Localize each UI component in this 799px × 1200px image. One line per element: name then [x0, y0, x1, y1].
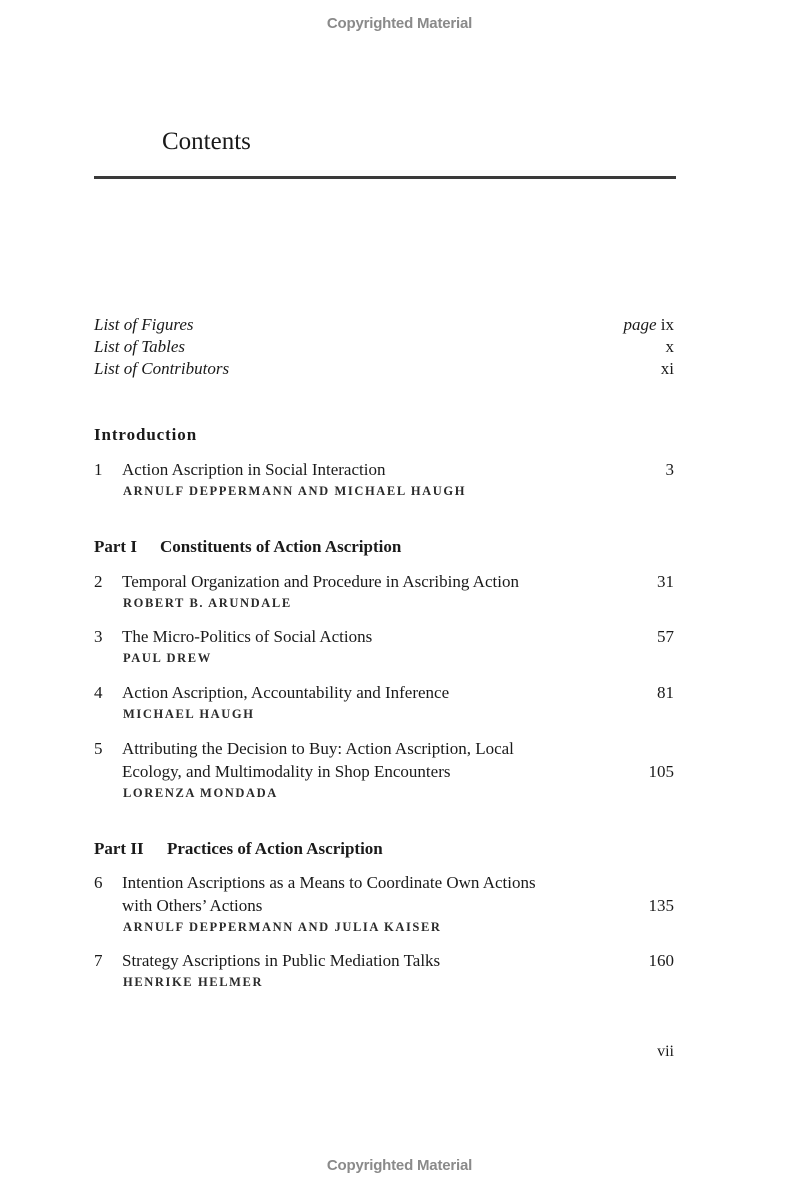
page-title: Contents — [162, 128, 251, 155]
chapter-number: 4 — [94, 683, 103, 702]
section-heading-part-2 — [94, 839, 383, 859]
toc-chapter-2[interactable] — [94, 570, 674, 613]
chapter-number: 5 — [94, 739, 103, 758]
chapter-title: The Micro-Politics of Social Actions — [122, 627, 373, 646]
chapter-title: Action Ascription in Social Interaction — [122, 460, 386, 479]
chapter-title: Strategy Ascriptions in Public Mediation Talks — [122, 951, 441, 970]
chapter-number: 7 — [94, 951, 103, 970]
entry-label: List of Figures — [94, 315, 194, 334]
entry-label: List of Tables — [94, 337, 186, 356]
chapter-page: 135 — [648, 896, 674, 915]
chapter-page: 57 — [657, 627, 674, 646]
part-label: Part II — [94, 839, 144, 858]
chapter-author: MICHAEL HAUGH — [123, 707, 255, 721]
entry-page: xi — [660, 359, 674, 378]
copyright-watermark-top: Copyrighted Material — [326, 15, 473, 32]
chapter-author: HENRIKE HELMER — [123, 975, 264, 989]
chapter-page: 105 — [648, 762, 674, 781]
toc-entry-list-of-tables[interactable] — [94, 336, 674, 358]
chapter-number: 3 — [94, 627, 103, 646]
toc-chapter-1[interactable] — [94, 458, 674, 501]
entry-page: x — [665, 337, 674, 356]
toc-entry-list-of-contributors[interactable] — [94, 358, 674, 380]
chapter-page: 160 — [648, 951, 674, 970]
toc-chapter-3[interactable] — [94, 625, 674, 668]
copyright-watermark-bottom: Copyrighted Material — [326, 1157, 473, 1174]
chapter-page: 3 — [665, 460, 674, 479]
toc-chapter-5[interactable] — [94, 737, 674, 803]
toc-chapter-4[interactable] — [94, 681, 674, 724]
chapter-title-line-2: with Others’ Actions — [122, 896, 263, 915]
page-prefix: page — [623, 315, 657, 334]
part-title: Constituents of Action Ascription — [160, 537, 402, 556]
chapter-author: LORENZA MONDADA — [123, 786, 278, 800]
chapter-title: Intention Ascriptions as a Means to Coordinate Own Actions — [122, 873, 536, 892]
chapter-number: 2 — [94, 572, 103, 591]
chapter-title: Action Ascription, Accountability and Inference — [122, 683, 450, 702]
section-heading-part-1 — [94, 537, 401, 557]
chapter-page: 81 — [657, 683, 674, 702]
title-rule — [94, 176, 676, 179]
entry-label: List of Contributors — [94, 359, 230, 378]
chapter-title: Attributing the Decision to Buy: Action Ascription, Local — [122, 739, 514, 758]
chapter-author: ARNULF DEPPERMANN AND MICHAEL HAUGH — [123, 484, 467, 498]
chapter-author: ARNULF DEPPERMANN AND JULIA KAISER — [123, 920, 442, 934]
part-label: Part I — [94, 537, 137, 556]
chapter-page: 31 — [657, 572, 674, 591]
chapter-author: PAUL DREW — [123, 651, 212, 665]
front-matter-list — [94, 314, 674, 380]
chapter-title-line-2: Ecology, and Multimodality in Shop Encounters — [122, 762, 451, 781]
chapter-number: 6 — [94, 873, 103, 892]
chapter-author: ROBERT B. ARUNDALE — [123, 596, 292, 610]
toc-entry-list-of-figures[interactable] — [94, 314, 674, 336]
toc-chapter-6[interactable] — [94, 871, 674, 937]
chapter-title: Temporal Organization and Procedure in Ascribing Action — [122, 572, 519, 591]
section-heading-introduction: Introduction — [94, 425, 198, 444]
toc-chapter-7[interactable] — [94, 949, 674, 992]
entry-page: ix — [660, 315, 674, 334]
page-number: vii — [657, 1043, 674, 1060]
part-title: Practices of Action Ascription — [167, 839, 383, 858]
chapter-number: 1 — [94, 460, 103, 479]
